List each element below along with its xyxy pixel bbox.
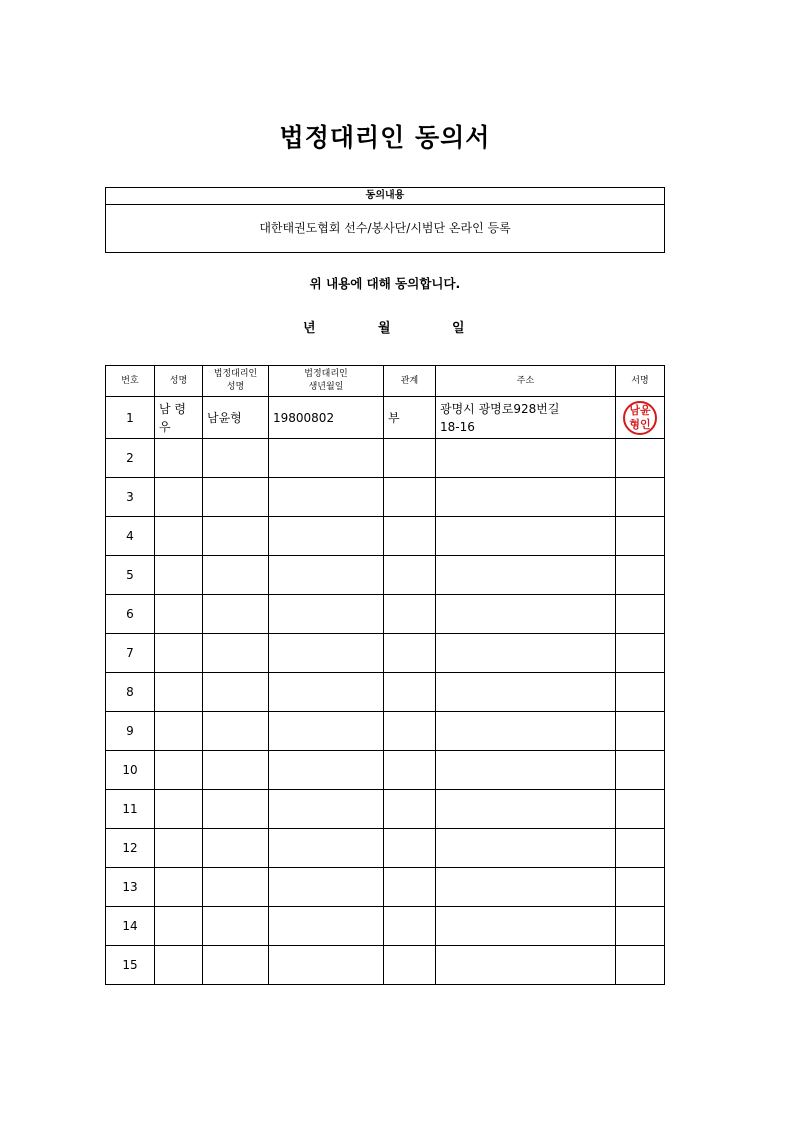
table-row [106, 556, 665, 595]
table-header-row [106, 366, 665, 397]
row-relation [384, 829, 436, 868]
header-guardian-birth-line2: 생년월일 [308, 382, 344, 392]
table-row [106, 673, 665, 712]
row-name [155, 673, 203, 712]
consent-content-body: 대한태권도협회 선수/봉사단/시범단 온라인 등록 [259, 221, 511, 235]
row-guardian-birth [269, 868, 384, 907]
row-guardian-birth [269, 907, 384, 946]
row-name [155, 946, 203, 985]
row-signature [616, 790, 665, 829]
row-guardian-name [203, 517, 269, 556]
row-address [436, 634, 616, 673]
row-no: 8 [106, 673, 155, 712]
row-guardian-name [203, 907, 269, 946]
row-guardian-birth [269, 595, 384, 634]
row-relation [384, 790, 436, 829]
row-signature [616, 946, 665, 985]
row-name [155, 751, 203, 790]
row-relation [384, 634, 436, 673]
row-address [436, 868, 616, 907]
row-guardian-birth: 19800802 [269, 397, 384, 439]
row-signature [616, 478, 665, 517]
row-address [436, 751, 616, 790]
row-name [155, 907, 203, 946]
row-guardian-name [203, 946, 269, 985]
row-guardian-birth [269, 829, 384, 868]
table-row [106, 829, 665, 868]
row-name [155, 556, 203, 595]
row-no: 10 [106, 751, 155, 790]
row-signature [616, 673, 665, 712]
row-guardian-birth [269, 556, 384, 595]
header-guardian-name [203, 366, 269, 397]
row-signature [616, 517, 665, 556]
row-signature [616, 634, 665, 673]
date-year-label: 년 [303, 321, 316, 336]
row-guardian-birth [269, 478, 384, 517]
row-guardian-name [203, 712, 269, 751]
row-signature [616, 712, 665, 751]
row-address-line1: 광명시 광명로928번길 [440, 401, 560, 416]
agree-statement: 위 내용에 대해 동의합니다. [309, 276, 461, 291]
header-guardian-birth [269, 366, 384, 397]
row-signature [616, 868, 665, 907]
row-name-line1: 남 령 [159, 401, 186, 416]
header-address: 주소 [436, 366, 616, 397]
table-row [106, 790, 665, 829]
table-row [106, 397, 665, 439]
row-guardian-name [203, 595, 269, 634]
row-guardian-birth [269, 712, 384, 751]
row-no: 13 [106, 868, 155, 907]
row-no: 7 [106, 634, 155, 673]
table-row [106, 634, 665, 673]
row-address [436, 595, 616, 634]
row-relation [384, 712, 436, 751]
table-row [106, 517, 665, 556]
header-guardian-name-line2: 성명 [226, 382, 245, 392]
header-guardian-birth-line1: 법정대리인 [304, 369, 348, 379]
row-guardian-name [203, 634, 269, 673]
row-no: 4 [106, 517, 155, 556]
row-no: 3 [106, 478, 155, 517]
consent-content-box [105, 187, 665, 253]
row-guardian-birth [269, 751, 384, 790]
row-name [155, 439, 203, 478]
table-row [106, 907, 665, 946]
row-signature [616, 907, 665, 946]
date-month-label: 월 [378, 321, 391, 336]
row-relation [384, 868, 436, 907]
table-row [106, 946, 665, 985]
table-row [106, 439, 665, 478]
row-relation [384, 439, 436, 478]
row-address [436, 439, 616, 478]
row-no: 9 [106, 712, 155, 751]
row-name [155, 478, 203, 517]
row-no: 2 [106, 439, 155, 478]
row-guardian-birth [269, 517, 384, 556]
table-row [106, 751, 665, 790]
row-address [436, 907, 616, 946]
row-relation [384, 478, 436, 517]
row-guardian-name: 남윤형 [203, 397, 269, 439]
row-name-line2: 우 [159, 419, 171, 434]
table-row [106, 478, 665, 517]
row-address [436, 673, 616, 712]
header-no: 번호 [106, 366, 155, 397]
row-guardian-birth [269, 790, 384, 829]
row-no: 12 [106, 829, 155, 868]
guardian-table [105, 365, 665, 985]
row-guardian-name [203, 439, 269, 478]
row-relation [384, 517, 436, 556]
row-address-line2: 18-16 [440, 419, 475, 434]
row-guardian-birth [269, 439, 384, 478]
stamp-line2: 형인 [629, 417, 651, 431]
row-address [436, 712, 616, 751]
row-no: 1 [106, 397, 155, 439]
row-guardian-name [203, 478, 269, 517]
row-no: 6 [106, 595, 155, 634]
row-relation [384, 751, 436, 790]
row-signature [616, 439, 665, 478]
row-name [155, 790, 203, 829]
stamp-line1: 남윤 [629, 403, 651, 417]
row-relation [384, 907, 436, 946]
document-title: 법정대리인 동의서 [279, 123, 491, 152]
row-no: 14 [106, 907, 155, 946]
row-relation [384, 556, 436, 595]
table-row [106, 595, 665, 634]
header-name: 성명 [155, 366, 203, 397]
header-signature: 서명 [616, 366, 665, 397]
row-address [436, 556, 616, 595]
row-signature [616, 556, 665, 595]
row-address [436, 790, 616, 829]
row-relation [384, 946, 436, 985]
row-signature [616, 751, 665, 790]
row-guardian-birth [269, 946, 384, 985]
row-relation: 부 [384, 397, 436, 439]
row-address [436, 946, 616, 985]
header-guardian-name-line1: 법정대리인 [213, 369, 258, 379]
consent-content-header: 동의내용 [106, 188, 664, 205]
row-name [155, 595, 203, 634]
row-guardian-birth [269, 634, 384, 673]
row-relation [384, 673, 436, 712]
row-name [155, 868, 203, 907]
row-guardian-name [203, 868, 269, 907]
table-row [106, 868, 665, 907]
row-name [155, 712, 203, 751]
row-signature [616, 397, 665, 439]
row-no: 11 [106, 790, 155, 829]
row-no: 5 [106, 556, 155, 595]
row-name [155, 397, 203, 439]
row-address [436, 478, 616, 517]
row-signature [616, 595, 665, 634]
row-name [155, 517, 203, 556]
row-name [155, 634, 203, 673]
date-day-label: 일 [452, 321, 465, 336]
row-guardian-name [203, 556, 269, 595]
row-signature [616, 829, 665, 868]
row-address [436, 397, 616, 439]
row-no: 15 [106, 946, 155, 985]
row-guardian-name [203, 751, 269, 790]
row-guardian-birth [269, 673, 384, 712]
header-relation: 관계 [384, 366, 436, 397]
row-address [436, 829, 616, 868]
row-name [155, 829, 203, 868]
table-row [106, 712, 665, 751]
row-relation [384, 595, 436, 634]
row-guardian-name [203, 829, 269, 868]
seal-stamp-icon [623, 401, 657, 435]
row-guardian-name [203, 673, 269, 712]
row-guardian-name [203, 790, 269, 829]
row-address [436, 517, 616, 556]
